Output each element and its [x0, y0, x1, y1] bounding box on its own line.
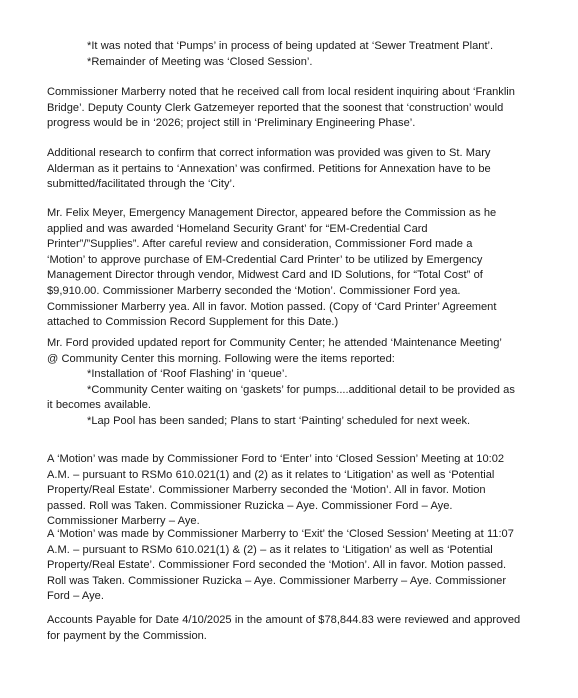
text-line: Property/Real Estate’. Commissioner Ford seconded the ‘Motion’. All in favor. Motion passed. — [47, 559, 507, 572]
text-line: Ford – Aye. — [47, 590, 104, 603]
text-line: it becomes available. — [47, 399, 151, 412]
text-line: Roll was Taken. Commissioner Ruzicka – Aye. Commissioner Marberry – Aye. Commissioner — [47, 574, 507, 587]
text-line: Mr. Felix Meyer, Emergency Management Director, appeared before the Commission as he — [47, 207, 497, 219]
text-line: Alderman as it pertains to ‘Annexation’ was confirmed. Petitions for Annexation have to be — [47, 162, 491, 175]
paragraph-card-printer-grant — [47, 206, 547, 331]
text-line: submitted/facilitated through the ‘City’. — [47, 178, 236, 191]
text-line: Printer”/”Supplies”. After careful review and consideration, Commissioner Ford made a — [47, 238, 473, 251]
text-line: @ Community Center this morning. Following were the items reported: — [47, 352, 395, 365]
text-line: A ‘Motion’ was made by Commissioner Marberry to ‘Exit’ the ‘Closed Session’ Meeting at 11:07 — [47, 528, 514, 540]
text-line: Bridge’. Deputy County Clerk Gatzemeyer reported that the soonest that ‘construction’ would — [47, 101, 504, 114]
paragraph-franklin-bridge — [47, 85, 547, 132]
paragraph-community-center — [47, 336, 547, 430]
text-line: $9,910.00. Commissioner Marberry seconded the ‘Motion’. Commissioner Ford yea. — [47, 284, 461, 297]
text-line: Commissioner Marberry – Aye. — [47, 515, 200, 528]
text-line: *Lap Pool has been sanded; Plans to start ‘Painting’ scheduled for next week. — [87, 414, 471, 427]
text-line: passed. Roll was Taken. Commissioner Ruzicka – Aye. Commissioner Ford – Aye. — [47, 499, 453, 512]
text-line: A.M. – pursuant to RSMo 610.021(1) & (2) – as it relates to ‘Litigation’ as well as ‘Potential — [47, 543, 493, 556]
text-line: attached to Commission Record Supplement for this Date.) — [47, 316, 339, 329]
paragraph-annexation — [47, 146, 547, 193]
text-line: *It was noted that ‘Pumps’ in process of being updated at ‘Sewer Treatment Plant’. — [87, 40, 494, 52]
text-line: applied and was awarded ‘Homeland Security Grant’ for “EM-Credential Card — [47, 222, 428, 235]
text-line: Property/Real Estate’. Commissioner Marberry seconded the ‘Motion’. All in favor. Motion — [47, 484, 486, 497]
paragraph-accounts-payable — [47, 613, 547, 644]
text-line: Commissioner Marberry yea. All in favor. Motion passed. (Copy of ‘Card Printer’ Agreement — [47, 300, 497, 313]
text-line: ‘Motion’ to approve purchase of EM-Credential Card Printer’ to be utilized by Emergency — [47, 253, 483, 266]
text-line: *Community Center waiting on ‘gaskets’ for pumps....additional detail to be provided as — [87, 383, 515, 396]
text-line: *Remainder of Meeting was ‘Closed Session’. — [87, 55, 313, 68]
text-line: for payment by the Commission. — [47, 629, 207, 642]
text-line: Mr. Ford provided updated report for Community Center; he attended ‘Maintenance Meeting’ — [47, 337, 502, 349]
paragraph-exit-closed-session — [47, 527, 547, 605]
paragraph-enter-closed-session — [47, 452, 547, 530]
text-line: A ‘Motion’ was made by Commissioner Ford to ‘Enter’ into ‘Closed Session’ Meeting at 10:02 — [47, 453, 505, 465]
text-line: *Installation of ‘Roof Flashing’ in ‘queue’. — [87, 368, 288, 381]
text-line: Management Director through vendor, Midwest Card and ID Solutions, for “Total Cost” of — [47, 269, 483, 282]
text-line: progress would be in ‘2026; project still in ‘Preliminary Engineering Phase’. — [47, 117, 416, 130]
paragraph-pumps-note — [47, 39, 547, 70]
text-line: Additional research to confirm that correct information was provided was given to St. Mary — [47, 147, 491, 159]
text-line: Accounts Payable for Date 4/10/2025 in the amount of $78,844.83 were reviewed and approved — [47, 614, 521, 626]
text-line: Commissioner Marberry noted that he received call from local resident inquiring about ‘Franklin — [47, 86, 515, 98]
text-line: A.M. – pursuant to RSMo 610.021(1) and (2) as it relates to ‘Litigation’ as well as ‘Potential — [47, 468, 495, 481]
